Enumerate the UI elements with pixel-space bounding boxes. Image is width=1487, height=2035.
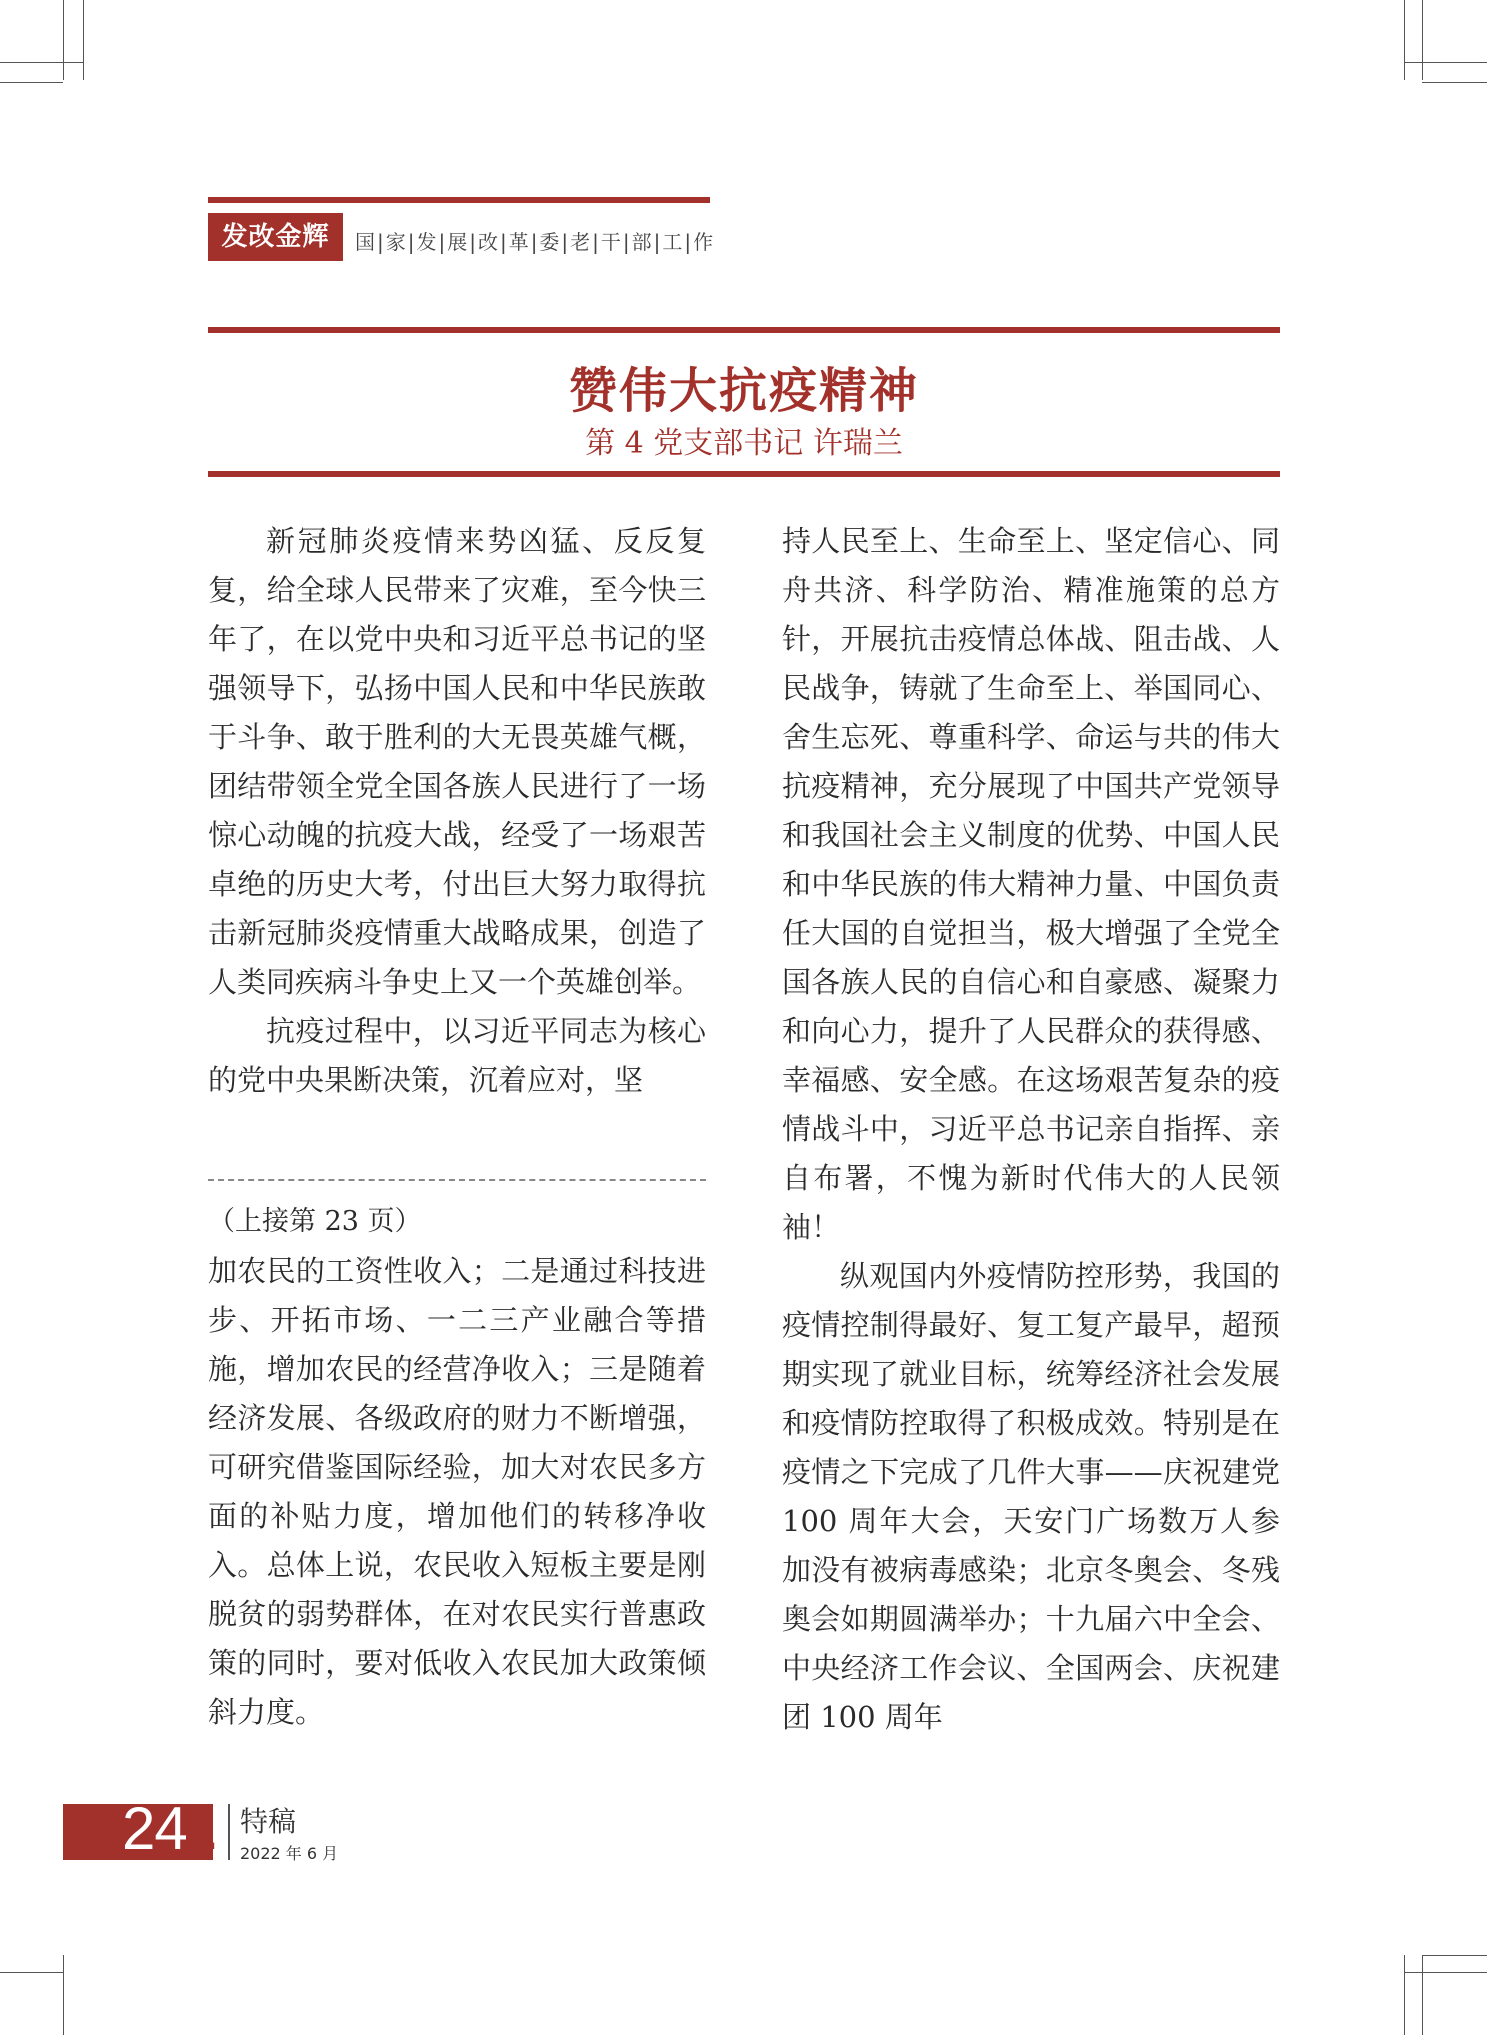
paragraph: 抗疫过程中，以习近平同志为核心的党中央果断决策，沉着应对，坚 — [208, 1014, 706, 1097]
page-number: 24 — [122, 1795, 187, 1862]
title-bottom-rule — [208, 471, 1280, 477]
paragraph: 加农民的工资性收入；二是通过科技进步、开拓市场、一二三产业融合等措施，增加农民的经营净收入；三是随着经济发展、各级政府的财力不断增强，可研究借鉴国际经验，加大对农民多方面的补贴力度，增加他们的转移净收入。总体上说，农民收入短板主要是刚脱贫的弱势群体，在对农民实行普惠政策的同时，要对低收入农民加大政策倾斜力度。 — [208, 1254, 706, 1729]
continuation-divider — [208, 1179, 706, 1181]
article-byline: 第 4 党支部书记 许瑞兰 — [585, 426, 903, 461]
crop-mark — [1422, 1955, 1487, 1956]
brand-logo: 发改金辉 — [208, 213, 343, 261]
brand-subtitle: 国|家|发|展|改|革|委|老|干|部|工|作 — [355, 230, 716, 254]
article-left-column — [208, 517, 706, 1105]
crop-mark — [1422, 1955, 1423, 2035]
crop-mark — [1422, 82, 1487, 83]
title-top-rule — [208, 327, 1280, 333]
paragraph: 新冠肺炎疫情来势凶猛、反反复复，给全球人民带来了灾难，至今快三年了，在以党中央和习近平总书记的坚强领导下，弘扬中国人民和中华民族敢于斗争、敢于胜利的大无畏英雄气概，团结带领全党全国各族人民进行了一场惊心动魄的抗疫大战，经受了一场艰苦卓绝的历史大考，付出巨大努力取得抗击新冠肺炎疫情重大战略成果，创造了人类同疾病斗争史上又一个英雄创举。 — [208, 524, 706, 999]
brand-top-rule — [208, 197, 710, 203]
crop-mark — [1404, 62, 1487, 63]
crop-mark — [83, 0, 84, 80]
footer-date: 2022 年 6 月 — [240, 1844, 339, 1863]
page-number-dot: . — [203, 1795, 220, 1862]
continuation-column — [208, 1247, 706, 1737]
crop-mark — [1404, 1972, 1487, 1973]
crop-mark — [1404, 1955, 1405, 2035]
crop-mark — [0, 62, 83, 63]
crop-mark — [1422, 0, 1423, 80]
footer-separator — [228, 1804, 230, 1860]
footer-section-label: 特稿 — [240, 1805, 297, 1838]
crop-mark — [63, 1955, 64, 2035]
paragraph: 纵观国内外疫情防控形势，我国的疫情控制得最好、复工复产最早，超预期实现了就业目标，统筹经济社会发展和疫情防控取得了积极成效。特别是在疫情之下完成了几件大事——庆祝建党 100 周年大会，天安门广场数万人参加没有被病毒感染；北京冬奥会、冬残奥会如期圆满举办；十九届六中全会、中央经济工作会议、全国两会、庆祝建团 100 周年 — [782, 1259, 1280, 1734]
crop-mark — [0, 82, 63, 83]
crop-mark — [1404, 0, 1405, 80]
article-right-column — [782, 517, 1280, 1742]
continuation-label: （上接第 23 页） — [208, 1206, 422, 1237]
crop-mark — [63, 0, 64, 80]
paragraph: 持人民至上、生命至上、坚定信心、同舟共济、科学防治、精准施策的总方针，开展抗击疫情总体战、阻击战、人民战争，铸就了生命至上、举国同心、舍生忘死、尊重科学、命运与共的伟大抗疫精神，充分展现了中国共产党领导和我国社会主义制度的优势、中国人民和中华民族的伟大精神力量、中国负责任大国的自觉担当，极大增强了全党全国各族人民的自信心和自豪感、凝聚力和向心力，提升了人民群众的获得感、幸福感、安全感。在这场艰苦复杂的疫情战斗中，习近平总书记亲自指挥、亲自布署，不愧为新时代伟大的人民领袖！ — [782, 524, 1280, 1244]
crop-mark — [0, 1972, 63, 1973]
article-title: 赞伟大抗疫精神 — [568, 363, 919, 419]
